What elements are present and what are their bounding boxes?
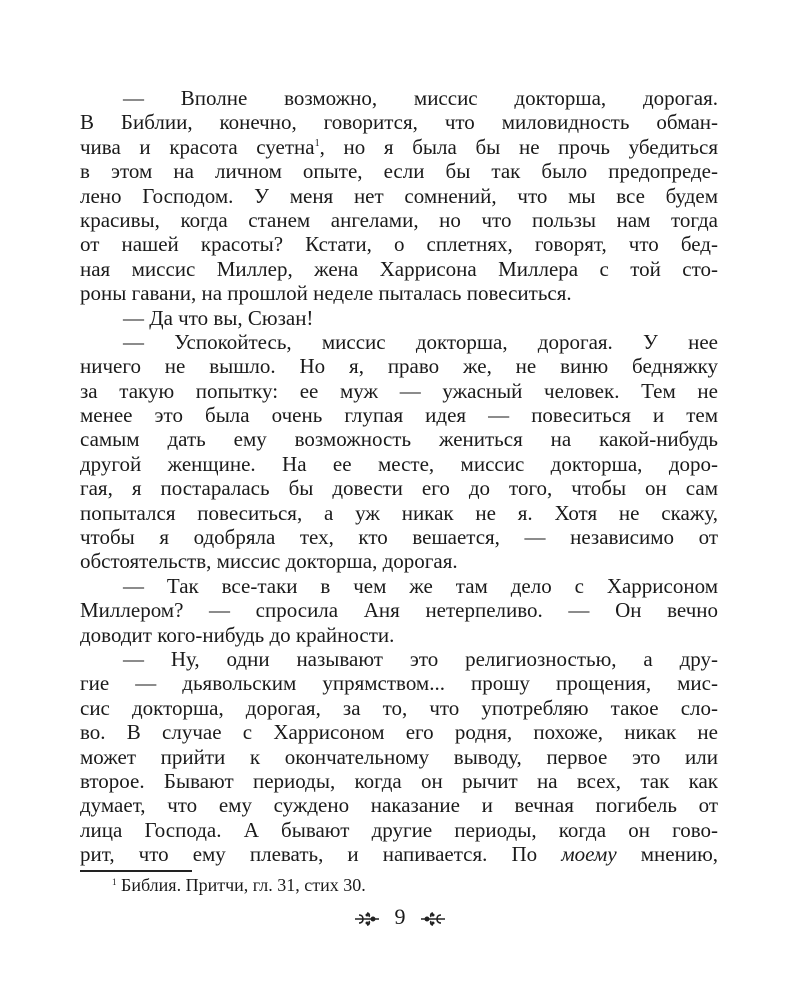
text-line: второе. Бывают периоды, когда он рычит на всех, так как [80, 768, 718, 793]
text-segment: мнению, [640, 842, 719, 867]
text-line: лица Господа. А бывают другие периоды, когда он гово- [80, 817, 718, 842]
text-line: менее это была очень глупая идея — повеситься и тем [80, 403, 718, 428]
text-line: сис докторша, дорогая, за то, что употребляю такое сло- [80, 695, 718, 720]
text-line: за такую попытку: ее муж — ужасный человек. Тем не [80, 378, 718, 403]
text-line: — Так все-таки в чем же там дело с Харрисоном [123, 573, 718, 598]
text-line: другой женщине. На ее месте, миссис докторша, доро- [80, 451, 718, 476]
text-line: от нашей красоты? Кстати, о сплетнях, говорят, что бед- [80, 232, 718, 257]
text-segment: , но я была бы не прочь убедиться [319, 134, 718, 159]
text-line: — Успокойтесь, миссис докторша, дорогая. У нее [123, 329, 718, 354]
footnote-text: Библия. Притчи, гл. 31, стих 30. [121, 875, 366, 895]
text-segment: рит, что ему плевать, и напивается. По [80, 842, 538, 867]
text-line: самым дать ему возможность жениться на какой-нибудь [80, 427, 718, 452]
text-line: гие — дьявольским упрямством... прошу прощения, мис- [80, 671, 718, 696]
page-number: 9 [394, 904, 406, 929]
text-line: доводит кого-нибудь до крайности. [80, 622, 395, 647]
ornament-left-icon [353, 910, 381, 928]
footnote [112, 874, 366, 896]
text-line: во. В случае с Харрисоном его родня, похоже, никак не [80, 720, 718, 745]
text-line: — Ну, одни называют это религиозностью, а дру- [123, 646, 718, 671]
footnote-mark: 1 [112, 877, 117, 887]
footnote-ref[interactable]: 1 [314, 137, 320, 149]
text-line: в этом на личном опыте, если бы так было предопреде- [80, 159, 718, 184]
text-line [80, 135, 718, 159]
text-segment: чива и красота суетна [80, 134, 315, 159]
text-line: гая, я постаралась бы довести его до того, чтобы он сам [80, 476, 718, 501]
text-line: лено Господом. У меня нет сомнений, что мы все будем [80, 183, 718, 208]
ornament-right-icon [419, 910, 447, 928]
emphasis-text: моему [561, 842, 617, 867]
text-line: чтобы я одобряла тех, кто вешается, — независимо от [80, 525, 718, 550]
footnote-divider [80, 870, 192, 872]
text-line: — Вполне возможно, миссис докторша, дорогая. [123, 86, 718, 110]
text-line: Миллером? — спросила Аня нетерпеливо. — Он вечно [80, 598, 718, 623]
text-line: ничего не вышло. Но я, право же, не виню бедняжку [80, 354, 718, 379]
page-footer [0, 904, 800, 930]
text-line: В Библии, конечно, говорится, что миловидность обман- [80, 110, 718, 135]
text-line [80, 842, 718, 866]
text-line: ная миссис Миллер, жена Харрисона Миллера с той сто- [80, 256, 718, 281]
text-line: попытался повеситься, а уж никак не я. Хотя не скажу, [80, 500, 718, 525]
text-line: красивы, когда станем ангелами, но что пользы нам тогда [80, 207, 718, 232]
text-line: обстоятельств, миссис докторша, дорогая. [80, 549, 458, 574]
text-line: роны гавани, на прошлой неделе пыталась повеситься. [80, 281, 572, 306]
text-line: — Да что вы, Сюзан! [123, 305, 314, 330]
text-line: думает, что ему суждено наказание и вечная погибель от [80, 793, 718, 818]
body-text [80, 86, 718, 867]
text-line: может прийти к окончательному выводу, первое это или [80, 744, 718, 769]
